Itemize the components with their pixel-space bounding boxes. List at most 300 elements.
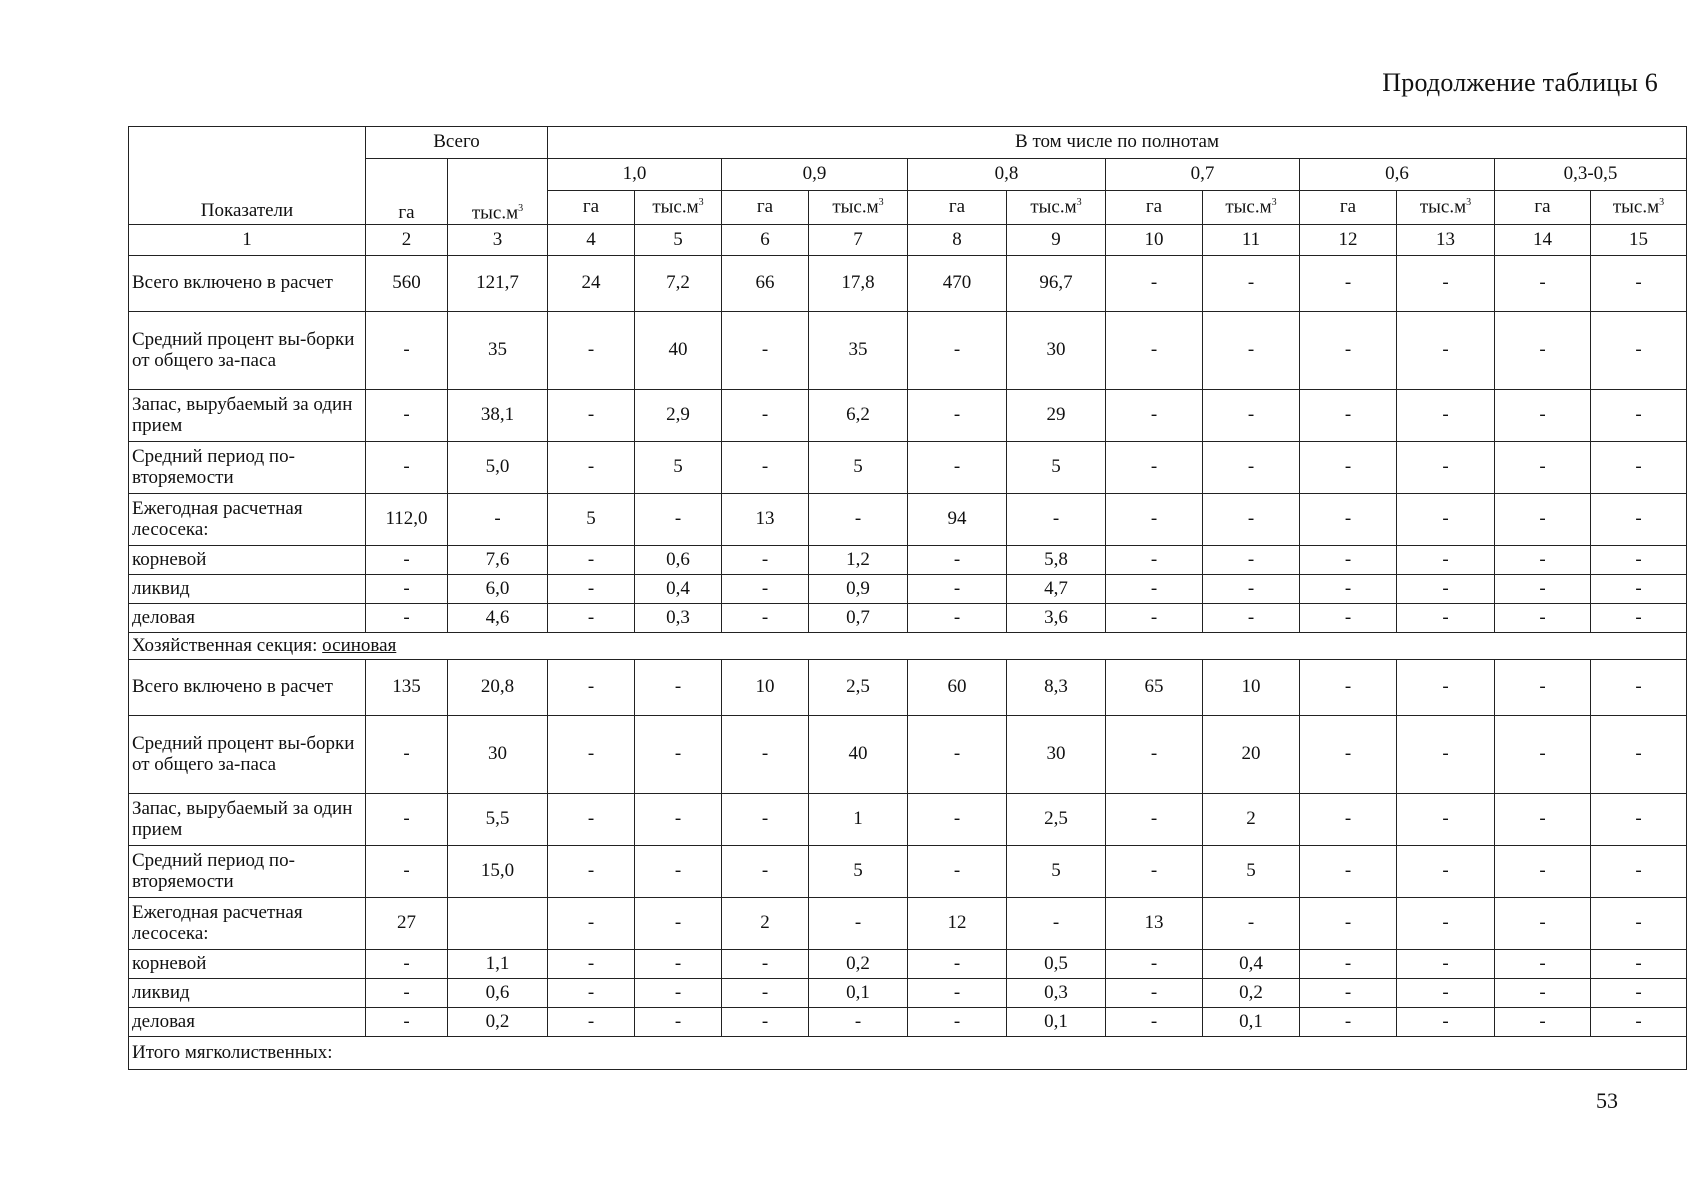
table-row [129,846,1687,898]
table-cell: 0,1 [1203,1008,1300,1037]
table-cell: 0,6 [635,546,722,575]
table-cell: - [1300,390,1397,442]
table-cell: 20,8 [448,660,548,716]
table-cell: 2,5 [1007,794,1106,846]
table-cell: 35 [809,312,908,390]
table-cell: - [1591,494,1687,546]
table-cell: - [548,898,635,950]
table-cell: 5 [635,442,722,494]
table-cell: - [722,950,809,979]
table-cell: - [908,846,1007,898]
table-cell: - [1106,846,1203,898]
table-header [129,127,1687,256]
table-cell: - [548,312,635,390]
table-cell: 0,2 [1203,979,1300,1008]
table-cell: - [1495,390,1591,442]
unit-sup: 3 [518,202,524,214]
header-density-1: 1,0 [548,159,722,191]
table-cell: - [722,442,809,494]
table-cell: 470 [908,256,1007,312]
table-cell: - [722,1008,809,1037]
table-cell: 60 [908,660,1007,716]
table-cell: - [1495,256,1591,312]
table-cell: - [1106,256,1203,312]
table-cell: - [1203,312,1300,390]
row-label: Средний процент вы-борки от общего за-паса [129,312,366,390]
table-cell: - [1495,604,1591,633]
table-cell: 121,7 [448,256,548,312]
table-cell: 5 [1203,846,1300,898]
table-row [129,716,1687,794]
table-cell [448,898,548,950]
table-cell: - [1300,546,1397,575]
table-cell: - [908,794,1007,846]
column-number: 2 [366,225,448,256]
row-label: Средний процент вы-борки от общего за-паса [129,716,366,794]
table-cell: - [1106,442,1203,494]
column-number: 10 [1106,225,1203,256]
column-number: 13 [1397,225,1495,256]
table-cell: - [722,390,809,442]
table-cell: - [635,950,722,979]
table-cell: 2 [722,898,809,950]
table-cell: 15,0 [448,846,548,898]
table-row [129,546,1687,575]
row-label: ликвид [129,979,366,1008]
table-cell: 66 [722,256,809,312]
table-cell: - [1591,898,1687,950]
table-cell: 30 [1007,716,1106,794]
table-cell: 0,7 [809,604,908,633]
header-unit-m3 [1591,191,1687,225]
table-cell: 27 [366,898,448,950]
table-cell: - [548,950,635,979]
table-cell: 5 [809,846,908,898]
table-cell: - [635,794,722,846]
table-cell: - [1495,442,1591,494]
table-cell: 0,3 [635,604,722,633]
table-cell: 0,3 [1007,979,1106,1008]
table-cell: - [908,950,1007,979]
table-cell: - [1300,312,1397,390]
table-cell: - [1106,716,1203,794]
unit-label: тыс.м [652,196,699,218]
table-cell: - [1300,256,1397,312]
table-cell: 135 [366,660,448,716]
table-cell: - [1495,1008,1591,1037]
table-cell: 13 [1106,898,1203,950]
unit-label: тыс.м [1225,196,1272,218]
table-cell: - [1203,494,1300,546]
section-2-body [129,660,1687,1037]
table-row [129,979,1687,1008]
table-cell: - [1300,442,1397,494]
table-cell: - [1203,390,1300,442]
row-label: Средний период по-вторяемости [129,846,366,898]
table-cell: - [1397,898,1495,950]
section-title-name: осиновая [322,634,397,656]
header-number-row [129,225,1687,256]
table-cell: - [366,604,448,633]
table-cell: 30 [1007,312,1106,390]
header-unit-m3 [1203,191,1300,225]
table-cell: - [1203,898,1300,950]
table-cell: - [1300,950,1397,979]
table-cell: - [722,604,809,633]
header-unit-ha: га [908,191,1007,225]
table-cell: - [908,979,1007,1008]
table-cell: - [1300,794,1397,846]
table-cell: - [1300,846,1397,898]
row-label: Запас, вырубаемый за один прием [129,390,366,442]
table-cell: - [908,716,1007,794]
table-cell: - [1300,1008,1397,1037]
table-cell: - [1495,950,1591,979]
table-cell: - [1591,546,1687,575]
header-unit-m3 [1007,191,1106,225]
table-cell: - [908,1008,1007,1037]
unit-label: тыс.м [471,202,519,224]
table-cell: - [635,898,722,950]
table-cell: - [1106,950,1203,979]
table-cell: - [1300,660,1397,716]
unit-sup: 3 [1271,196,1277,208]
table-cell: - [1495,312,1591,390]
table-cell: 0,6 [448,979,548,1008]
table-cell: - [809,898,908,950]
table-row [129,660,1687,716]
table-cell: - [1106,979,1203,1008]
table-cell: 24 [548,256,635,312]
table-row [129,794,1687,846]
table-cell: - [1007,494,1106,546]
table-cell: - [722,716,809,794]
column-number: 3 [448,225,548,256]
table-cell: 2,9 [635,390,722,442]
table-cell: - [1591,716,1687,794]
table-cell: - [908,312,1007,390]
table-cell: - [366,794,448,846]
table-row [129,390,1687,442]
table-cell: 4,6 [448,604,548,633]
table-cell: - [1203,256,1300,312]
header-density-3: 0,8 [908,159,1106,191]
section-2-heading [129,633,1687,660]
table-cell: - [1300,979,1397,1008]
table-cell: - [1203,546,1300,575]
table-cell: 13 [722,494,809,546]
table-cell: - [1300,898,1397,950]
row-label: Средний период по-вторяемости [129,442,366,494]
unit-sup: 3 [1659,196,1665,208]
table-cell: - [722,794,809,846]
table-cell: 17,8 [809,256,908,312]
table-cell: 5 [1007,442,1106,494]
header-total: Всего [366,127,548,159]
table-cell: - [722,846,809,898]
table-cell: 8,3 [1007,660,1106,716]
row-label: ликвид [129,575,366,604]
table-cell: 4,7 [1007,575,1106,604]
table-cell: 112,0 [366,494,448,546]
table-cell: - [1495,794,1591,846]
table-row [129,312,1687,390]
table-cell: 3,6 [1007,604,1106,633]
header-density-2: 0,9 [722,159,908,191]
forest-harvest-table [128,126,1687,1070]
table-cell: - [366,1008,448,1037]
table-cell: - [1397,442,1495,494]
table-cell: - [1106,494,1203,546]
table-cell: - [1007,898,1106,950]
table-cell: 0,4 [1203,950,1300,979]
table-cell: 6,0 [448,575,548,604]
table-cell: - [635,494,722,546]
table-cell: 12 [908,898,1007,950]
table-cell: - [1397,1008,1495,1037]
table-cell: - [1106,794,1203,846]
table-cell: 5 [1007,846,1106,898]
table-cell: - [1591,604,1687,633]
table-cell: - [1300,604,1397,633]
row-label: Ежегодная расчетная лесосека: [129,898,366,950]
table-cell: 0,1 [809,979,908,1008]
header-unit-ha: га [722,191,809,225]
table-cell: - [1495,575,1591,604]
table-cell: 10 [1203,660,1300,716]
table-cell: 5,0 [448,442,548,494]
table-cell: - [366,950,448,979]
table-cell: - [1397,604,1495,633]
table-cell: - [548,846,635,898]
table-cell: - [1591,950,1687,979]
table-cell: - [635,660,722,716]
table-row [129,604,1687,633]
header-density-5: 0,6 [1300,159,1495,191]
table-cell: 35 [448,312,548,390]
row-label: Всего включено в расчет [129,256,366,312]
table-cell: - [1495,979,1591,1008]
table-cell: - [1397,794,1495,846]
column-number: 15 [1591,225,1687,256]
table-cell: 0,9 [809,575,908,604]
table-cell: - [366,716,448,794]
table-cell: - [635,846,722,898]
table-cell: - [548,442,635,494]
table-cell: 65 [1106,660,1203,716]
header-unit-m3 [635,191,722,225]
table-cell: 7,6 [448,546,548,575]
table-cell: - [635,1008,722,1037]
column-number: 11 [1203,225,1300,256]
header-total-m3 [448,159,548,225]
column-number: 14 [1495,225,1591,256]
table-caption: Продолжение таблицы 6 [1382,68,1658,97]
header-unit-m3 [1397,191,1495,225]
header-unit-ha: га [1495,191,1591,225]
table-row [129,898,1687,950]
section-title [129,633,1687,660]
table-cell: - [448,494,548,546]
unit-label: тыс.м [832,196,879,218]
header-density-6: 0,3-0,5 [1495,159,1687,191]
table-cell: - [809,494,908,546]
table-cell: - [1106,546,1203,575]
table-cell: - [366,442,448,494]
table-cell: - [1203,604,1300,633]
table-cell: - [548,546,635,575]
table-cell: - [722,979,809,1008]
total-label: Итого мягколиственных: [129,1037,1687,1070]
column-number: 12 [1300,225,1397,256]
table-cell: 0,2 [448,1008,548,1037]
table-cell: - [1300,716,1397,794]
table-cell: - [1203,575,1300,604]
table-cell: - [1397,575,1495,604]
table-cell: - [1397,494,1495,546]
section-1-body [129,256,1687,633]
table-cell: - [1397,256,1495,312]
table-cell: - [908,604,1007,633]
unit-sup: 3 [698,196,704,208]
table-cell: 5 [548,494,635,546]
table-cell: 30 [448,716,548,794]
table-cell: - [1397,546,1495,575]
unit-sup: 3 [1466,196,1472,208]
table-cell: - [1591,979,1687,1008]
column-number: 6 [722,225,809,256]
table-cell: - [1591,256,1687,312]
table-cell: 0,1 [1007,1008,1106,1037]
table-cell: - [635,979,722,1008]
table-cell: - [1591,442,1687,494]
table-cell: 5 [809,442,908,494]
row-label: Всего включено в расчет [129,660,366,716]
row-label: Ежегодная расчетная лесосека: [129,494,366,546]
table-cell: - [1397,390,1495,442]
row-label: деловая [129,604,366,633]
unit-label: тыс.м [1419,196,1467,218]
table-cell: - [548,575,635,604]
table-cell: - [722,546,809,575]
table-cell: 0,2 [809,950,908,979]
table-cell: - [1591,312,1687,390]
table-cell: - [366,546,448,575]
table-cell: - [1106,604,1203,633]
table-cell: - [1495,494,1591,546]
table-cell: - [1397,979,1495,1008]
table-cell: - [1397,312,1495,390]
table-cell: - [366,979,448,1008]
table-cell: - [548,794,635,846]
table-row [129,1008,1687,1037]
table-cell: - [1495,546,1591,575]
table-cell: - [1300,575,1397,604]
table-row [129,494,1687,546]
table-cell: 7,2 [635,256,722,312]
column-number: 9 [1007,225,1106,256]
table-row [129,575,1687,604]
table-cell: - [635,716,722,794]
header-unit-m3 [809,191,908,225]
row-label: Запас, вырубаемый за один прием [129,794,366,846]
table-cell: - [1591,846,1687,898]
table-cell: 560 [366,256,448,312]
row-label: корневой [129,546,366,575]
table-cell: - [908,575,1007,604]
table-cell: - [1300,494,1397,546]
table-cell: 5,5 [448,794,548,846]
table-cell: - [1495,846,1591,898]
page-number: 53 [1596,1088,1618,1113]
table-cell: 2,5 [809,660,908,716]
table-cell: - [548,1008,635,1037]
table-cell: - [1397,660,1495,716]
table-row [129,256,1687,312]
column-number: 4 [548,225,635,256]
table-cell: - [1106,390,1203,442]
column-number: 5 [635,225,722,256]
table-row [129,442,1687,494]
total-row-body [129,1037,1687,1070]
table-cell: - [1106,312,1203,390]
table-cell: 29 [1007,390,1106,442]
table-cell: 5,8 [1007,546,1106,575]
row-label: корневой [129,950,366,979]
table-cell: - [548,390,635,442]
table-cell: - [1495,716,1591,794]
table-cell: - [366,846,448,898]
unit-sup: 3 [1076,196,1082,208]
section-title-prefix: Хозяйственная секция: [132,634,323,656]
column-number: 7 [809,225,908,256]
table-cell: - [1203,442,1300,494]
header-density-4: 0,7 [1106,159,1300,191]
table-cell: - [1106,575,1203,604]
table-cell: - [548,660,635,716]
table-cell: 94 [908,494,1007,546]
header-unit-ha: га [1300,191,1397,225]
header-including: В том числе по полнотам [548,127,1687,159]
table-cell: - [548,979,635,1008]
table-cell: - [1591,1008,1687,1037]
table-cell: - [548,604,635,633]
table-cell: 40 [809,716,908,794]
row-label: деловая [129,1008,366,1037]
table-cell: - [908,546,1007,575]
table-cell: 38,1 [448,390,548,442]
table-cell: - [1397,950,1495,979]
table-cell: 0,4 [635,575,722,604]
table-cell: 40 [635,312,722,390]
table-cell: - [809,1008,908,1037]
table-cell: - [1106,1008,1203,1037]
table-cell: 10 [722,660,809,716]
table-cell: 1,2 [809,546,908,575]
table-cell: - [1495,898,1591,950]
table-cell: 6,2 [809,390,908,442]
unit-label: тыс.м [1030,196,1077,218]
table-cell: - [1591,390,1687,442]
table-cell: - [722,312,809,390]
table-cell: 96,7 [1007,256,1106,312]
unit-sup: 3 [878,196,884,208]
table-cell: 0,5 [1007,950,1106,979]
table-row [129,950,1687,979]
table-cell: - [1495,660,1591,716]
table-cell: 1,1 [448,950,548,979]
header-unit-ha: га [1106,191,1203,225]
